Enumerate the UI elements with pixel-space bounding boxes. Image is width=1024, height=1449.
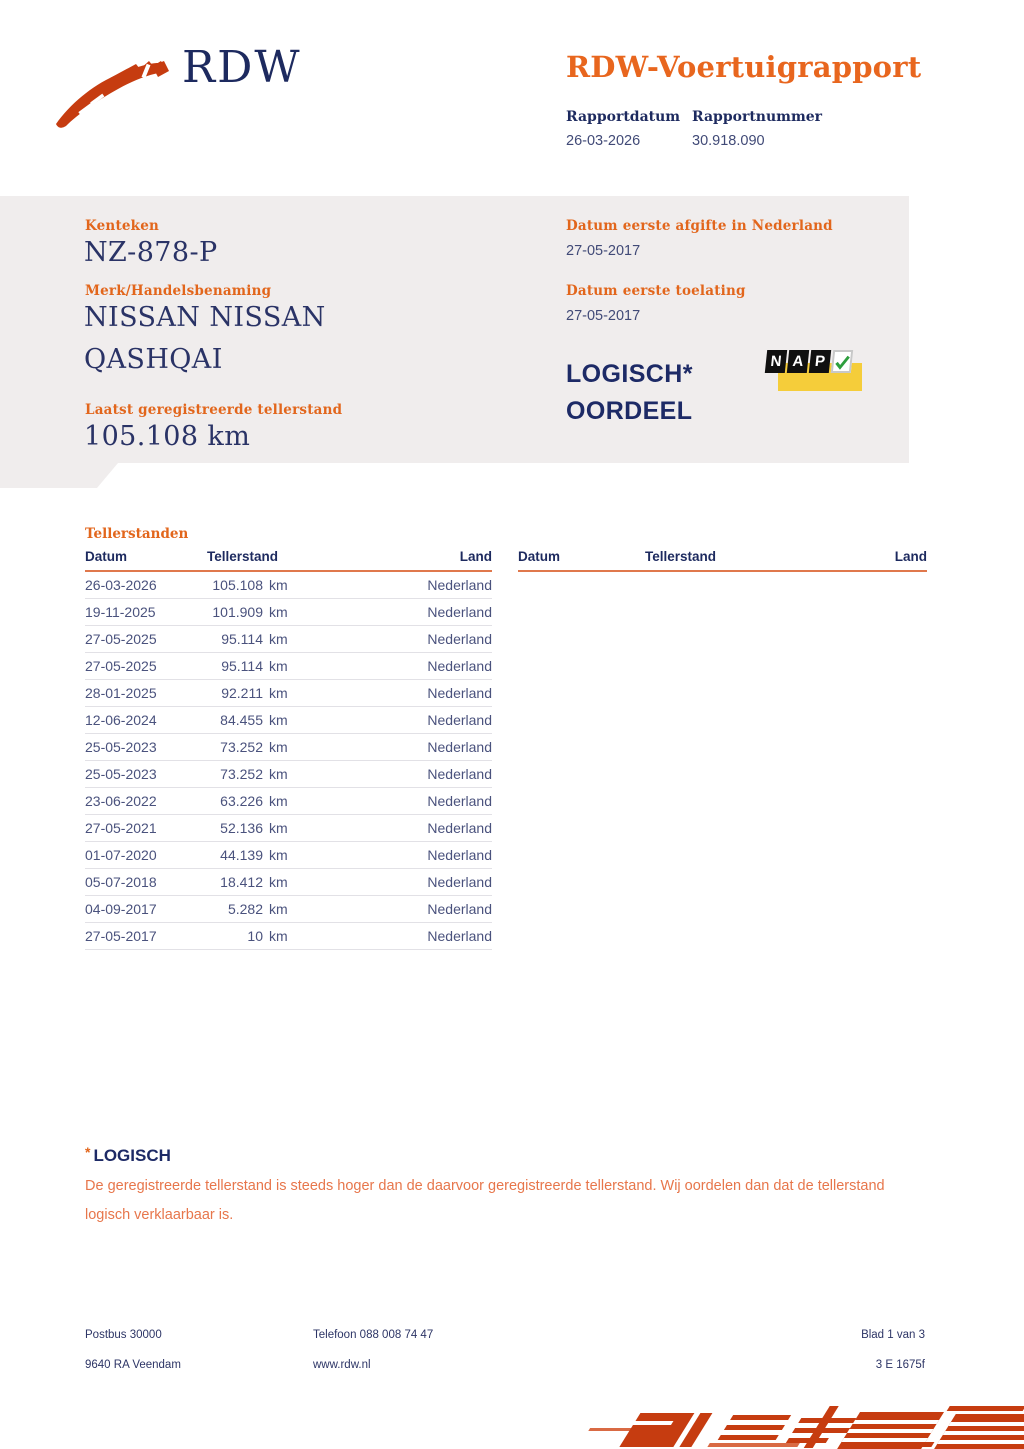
cell-tellerstand-value: 92.211 <box>221 685 263 701</box>
footnote-text: De geregistreerde tellerstand is steeds hoger dan de daarvoor geregistreerde tellerstand. Wij oordelen dan dat de tellerstand logisch verklaarbaar is. <box>85 1178 885 1223</box>
col-header-land: Land <box>894 549 927 564</box>
table-row <box>85 815 492 842</box>
merk-value <box>84 297 326 381</box>
col-header-datum: Datum <box>518 549 561 564</box>
tellerstand-value: 105.108 km <box>84 421 251 452</box>
nap-letter-tiles <box>765 350 853 373</box>
footer-page-number: Blad 1 van 3 <box>861 1329 925 1341</box>
table-row <box>85 626 492 653</box>
cell-tellerstand-unit: km <box>269 577 288 593</box>
cell-tellerstand-value: 10 <box>247 928 263 944</box>
table-row <box>85 707 492 734</box>
cell-datum: 04-09-2017 <box>85 901 157 917</box>
cell-tellerstand-unit: km <box>269 820 288 836</box>
nap-checkbox <box>831 350 853 373</box>
rdw-logo-wordmark: RDW <box>182 42 302 93</box>
cell-datum: 27-05-2017 <box>85 928 157 944</box>
rdw-striping-graphic <box>588 1404 1024 1449</box>
cell-tellerstand-unit: km <box>269 766 288 782</box>
rdw-logo-swoosh-icon <box>52 52 174 137</box>
oordeel-line2: OORDEEL <box>566 397 693 425</box>
cell-tellerstand-value: 105.108 <box>212 577 263 593</box>
cell-land: Nederland <box>427 874 492 890</box>
cell-land: Nederland <box>427 766 492 782</box>
cell-tellerstand-value: 73.252 <box>220 739 263 755</box>
report-title: RDW-Voertuigrapport <box>566 50 922 84</box>
cell-datum: 27-05-2021 <box>85 820 157 836</box>
cell-land: Nederland <box>427 847 492 863</box>
cell-tellerstand-value: 63.226 <box>220 793 263 809</box>
cell-tellerstand-unit: km <box>269 685 288 701</box>
report-number-label: Rapportnummer <box>692 109 823 125</box>
toelating-label: Datum eerste toelating <box>566 283 746 299</box>
cell-datum: 27-05-2025 <box>85 658 157 674</box>
merk-line1: NISSAN NISSAN <box>84 302 326 333</box>
cell-datum: 12-06-2024 <box>85 712 157 728</box>
cell-datum: 01-07-2020 <box>85 847 157 863</box>
cell-tellerstand-value: 18.412 <box>220 874 263 890</box>
oordeel-text <box>566 356 693 430</box>
merk-line2: QASHQAI <box>84 344 223 375</box>
cell-tellerstand-unit: km <box>269 793 288 809</box>
cell-datum: 25-05-2023 <box>85 766 157 782</box>
footer-address-line2: 9640 RA Veendam <box>85 1359 181 1371</box>
col-header-land: Land <box>459 549 492 564</box>
table-row <box>85 923 492 950</box>
cell-tellerstand-value: 95.114 <box>221 631 263 647</box>
cell-tellerstand-value: 5.282 <box>227 901 263 917</box>
table-header <box>518 549 927 569</box>
col-header-tellerstand: Tellerstand <box>207 549 279 564</box>
cell-datum: 19-11-2025 <box>85 604 156 620</box>
table-row <box>85 680 492 707</box>
table-header <box>85 549 492 569</box>
nap-letter-tile: P <box>809 350 831 373</box>
tellerstanden-table-left <box>85 549 492 950</box>
cell-land: Nederland <box>427 577 492 593</box>
cell-datum: 28-01-2025 <box>85 685 157 701</box>
merk-label: Merk/Handelsbenaming <box>85 283 272 299</box>
tellerstanden-table-right <box>518 549 927 572</box>
report-date-value: 26-03-2026 <box>566 133 641 149</box>
cell-land: Nederland <box>427 658 492 674</box>
cell-land: Nederland <box>427 631 492 647</box>
kenteken-value: NZ-878-P <box>84 237 218 268</box>
cell-tellerstand-unit: km <box>269 901 288 917</box>
table-row <box>85 788 492 815</box>
footnote-title <box>85 1144 171 1166</box>
cell-land: Nederland <box>427 901 492 917</box>
tellerstand-label: Laatst geregistreerde tellerstand <box>85 402 343 418</box>
footnote-title-text: LOGISCH <box>93 1146 171 1165</box>
cell-tellerstand-value: 73.252 <box>220 766 263 782</box>
tellerstanden-section-title: Tellerstanden <box>85 526 189 542</box>
cell-datum: 23-06-2022 <box>85 793 157 809</box>
oordeel-line1: LOGISCH* <box>566 360 693 388</box>
col-header-tellerstand: Tellerstand <box>645 549 717 564</box>
cell-land: Nederland <box>427 739 492 755</box>
cell-land: Nederland <box>427 712 492 728</box>
nap-logo <box>766 350 862 396</box>
afgifte-label: Datum eerste afgifte in Nederland <box>566 218 833 234</box>
cell-tellerstand-value: 52.136 <box>220 820 263 836</box>
table-row <box>85 653 492 680</box>
table-row <box>85 869 492 896</box>
table-header-rule <box>518 570 927 572</box>
table-row <box>85 734 492 761</box>
table-row <box>85 896 492 923</box>
cell-land: Nederland <box>427 604 492 620</box>
table-row <box>85 572 492 599</box>
nap-letter-tile: A <box>787 350 809 373</box>
cell-tellerstand-value: 44.139 <box>220 847 263 863</box>
cell-tellerstand-unit: km <box>269 712 288 728</box>
table-row <box>85 599 492 626</box>
table-row <box>85 842 492 869</box>
nap-letter-tile: N <box>765 350 787 373</box>
report-date-label: Rapportdatum <box>566 109 681 125</box>
cell-land: Nederland <box>427 793 492 809</box>
cell-land: Nederland <box>427 685 492 701</box>
afgifte-value: 27-05-2017 <box>566 243 641 259</box>
cell-datum: 25-05-2023 <box>85 739 157 755</box>
cell-datum: 27-05-2025 <box>85 631 157 647</box>
footer-address-line1: Postbus 30000 <box>85 1329 162 1341</box>
footer-website: www.rdw.nl <box>313 1359 371 1371</box>
cell-tellerstand-value: 84.455 <box>220 712 263 728</box>
tellerstanden-table-body <box>85 572 492 950</box>
cell-datum: 26-03-2026 <box>85 577 157 593</box>
cell-tellerstand-unit: km <box>269 739 288 755</box>
table-row <box>85 761 492 788</box>
footnote-asterisk: * <box>85 1144 91 1160</box>
cell-tellerstand-value: 95.114 <box>221 658 263 674</box>
cell-tellerstand-unit: km <box>269 658 288 674</box>
footer-page-info <box>725 1320 925 1380</box>
cell-tellerstand-unit: km <box>269 631 288 647</box>
col-header-datum: Datum <box>85 549 128 564</box>
footer-address <box>85 1320 181 1380</box>
footer-phone: Telefoon 088 008 74 47 <box>313 1329 434 1341</box>
cell-tellerstand-unit: km <box>269 874 288 890</box>
cell-tellerstand-unit: km <box>269 847 288 863</box>
toelating-value: 27-05-2017 <box>566 308 641 324</box>
footer-contact <box>313 1320 433 1380</box>
cell-tellerstand-unit: km <box>269 928 288 944</box>
cell-datum: 05-07-2018 <box>85 874 157 890</box>
cell-tellerstand-value: 101.909 <box>212 604 263 620</box>
cell-tellerstand-unit: km <box>269 604 288 620</box>
cell-land: Nederland <box>427 820 492 836</box>
footer-form-code: 3 E 1675f <box>875 1359 925 1371</box>
kenteken-label: Kenteken <box>85 218 160 234</box>
report-number-value: 30.918.090 <box>692 133 765 149</box>
cell-land: Nederland <box>427 928 492 944</box>
green-checkmark-icon <box>833 353 851 371</box>
